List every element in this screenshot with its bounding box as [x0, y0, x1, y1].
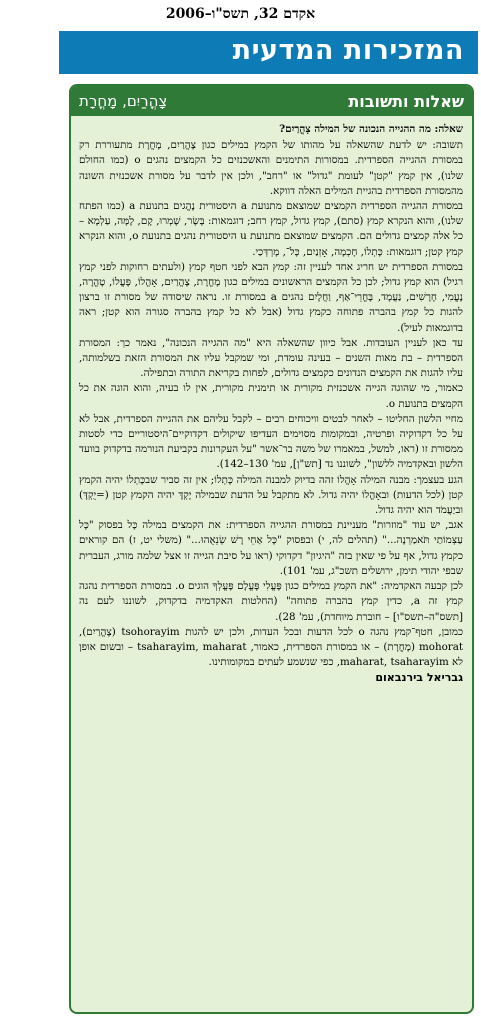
- paragraph-7: הגע בעצמך: מבנה המילה אָהֳלוֹ זהה בדיוק למבנה המילה כָּתְלוֹ; אין זה סביר שבכָּתְלוֹ יהיה הקמץ קטן (לכל הדעות) ובאָהֳלוֹ יהיה גדול. לא מתקבל על הדעת שבמילה יָקְדָּ יהיה הקמץ קטן (=יֻקְדָּ) וביַעֲמֹד הוא יהיה גדול.: [79, 473, 463, 517]
- paragraph-6: מחיי הלשון החליטו – לאחר לבטים וויכוחים רבים – לקבל עליהם את ההגייה הספרדית, אבל לא על כל דקדוקיה ופרטיה, ובמקומות מסוימים העדיפו שיקולים דקדוקיים־היסטוריים כדי לסטות ממסורת זו (ראו, למשל, במאמרו של משה בר־אשר "על העקרונות בקביעת הנורמה בדקדוק בוועד הלשון ובאקדמיה ללשון", לשוננו נד [תש"ן], עמ' 130–142).: [79, 412, 463, 471]
- paragraph-8: אגב, יש עוד "מוזרות" מעניינת במסורת ההגייה הספרדית: את הקמצים במילה כָּל בפסוק "כָּל עַצְמוֹתַי תֹּאמַרְנָה..." (תהלים לה, י) ובפסוק "כָּל אַחֵי רָשׁ שְׂנֵאֻהוּ..." (משלי יט, ז) הם קוראים כקמץ גדול, אף על פי שאין בזה "היגיון" דקדוקי (ראו על סיבת הגייה זו אצל שלמה מורג, העברית שבפי יהודי תימן, ירושלים תשכ"ג, עמ' 101).: [79, 519, 463, 577]
- paragraph-3: במסורת הספרדית יש חריג אחד לעניין זה: קמץ הבא לפני חטף קמץ (ולעתים רחוקות לפני קמץ רגיל) הוא קמץ גדול; לכן כל הקמצים הראשונים במילים כגון מָחֳרָת, צָהֳרַיִם, אָהֳלוֹ, פָּעֳלוֹ, טָהֳרָה, נָעֳמִי, חָרָשִׁים, נַעֲמָד, בָּחֳרֵי־אַף, וַחֲלָיִם נהגים a במסורת זו. נראה שיסודה של מסורת זו ברצון להגות כל קמץ בהברה פתוחה כקמץ גדול (אבל לא כל קמץ בהברה סגורה הוא קטן; ראה בדוגמאות לעיל).: [79, 260, 463, 334]
- question-text: שאלה: מה ההגייה הנכונה של המילה צָהֳרַיִם?: [279, 123, 463, 135]
- paragraph-1: תשובה: יש לדעת שהשאלה על מהותו של הקמץ במילים כגון צָהֳרַיִם, מָחֳרָת מתעוררת רק במסורת ההגייה הספרדית. במסורות התימנים והאשכנזים כל הקמצים נהגים o (כמו החולם שלנו), אין קמץ "קטן" לעומת "גדול" או "רחב", ולכן אין לדבר על מסורת אשכנזית השונה מהמסורת הספרדית בהגיית המילים האלה דווקא.: [79, 139, 463, 197]
- section-title: שאלות ותשובות: [348, 91, 464, 111]
- qa-card: [69, 84, 474, 1014]
- banner-title: המזכירות המדעית: [59, 31, 478, 74]
- topic-title: צָהֳרַיִם, מָחֳרָת: [79, 92, 168, 110]
- author-signature: גבריאל בירנבאום: [375, 671, 463, 685]
- paragraph-2: במסורת ההגייה הספרדית הקמצים שמוצאם מתנועת a היסטורית נֶהֱגים בתנועת a (כמו הפתח שלנו), והוא הנקרא קמץ (סתם), קמץ גדול, קמץ רחב; דוגמאות: בָּשָׂר, שָׁמְרוּ, קָם, לָמָּה, עַלְמָא – כל אלה קמצים גדולים הם. הקמצים שמוצאם מתנועת u היסטורית נהגים בתנועת o, והוא הנקרא קמץ קטן; דוגמאות: כָּתְלוֹ, חָכְמָה, אָזְנַיִם, כָּל־, מָרְדְּכַי.: [79, 200, 464, 258]
- paragraph-4: עד כאן לעניין העובדות. אבל כיוון שהשאלה היא "מה ההגייה הנכונה", נאמר כך: המסורת הספרדית – בת מאות השנים – בעינה עומדת, ומי שמקבל עליו את המסורת הזאת בשלמותה, עליו להגות את הקמצים הנדונים כקמצים גדולים, לפחות בקריאת התורה ובתפילה.: [79, 336, 463, 380]
- article-body: [71, 116, 472, 686]
- card-header: [71, 86, 472, 116]
- paragraph-10: כמובן, חטף־קמץ נהגה o לכל הדעות ובכל העדות, ולכן יש להגות tsohorayim (צָהֳרַיִם), mohorat (מָחֳרָת) – או במסורת הספרדית, כאמור, tsaharayim, maharat – ובשום אופן לא maharat, tsaharayim, כפי שנשמע לעתים במקומותינו.: [79, 625, 464, 669]
- paragraph-5: כאמור, מי שהוגה הגייה אשכנזית מקורית או תימנית מקורית, אין לו בעיה, והוא הוגה את כל הקמצים בתנועת o.: [79, 382, 463, 410]
- publication-line: אקדם 32, תשס"ו–2006: [165, 6, 316, 22]
- paragraph-9: לכן קבעה האקדמיה: "את הקמץ במילים כגון פָּעֳלִי פָּעֳלָם פָּעֳלְךָ הוגים o. במסורת הספרדית נהגה קמץ זה a, כדין קמץ בהברה פתוחה" (החלטות האקדמיה בדקדוק, לשוננו לעם נה [תשס"ה–תשס"ו] – חוברת מיוחדת), עמ' 28).: [79, 580, 463, 623]
